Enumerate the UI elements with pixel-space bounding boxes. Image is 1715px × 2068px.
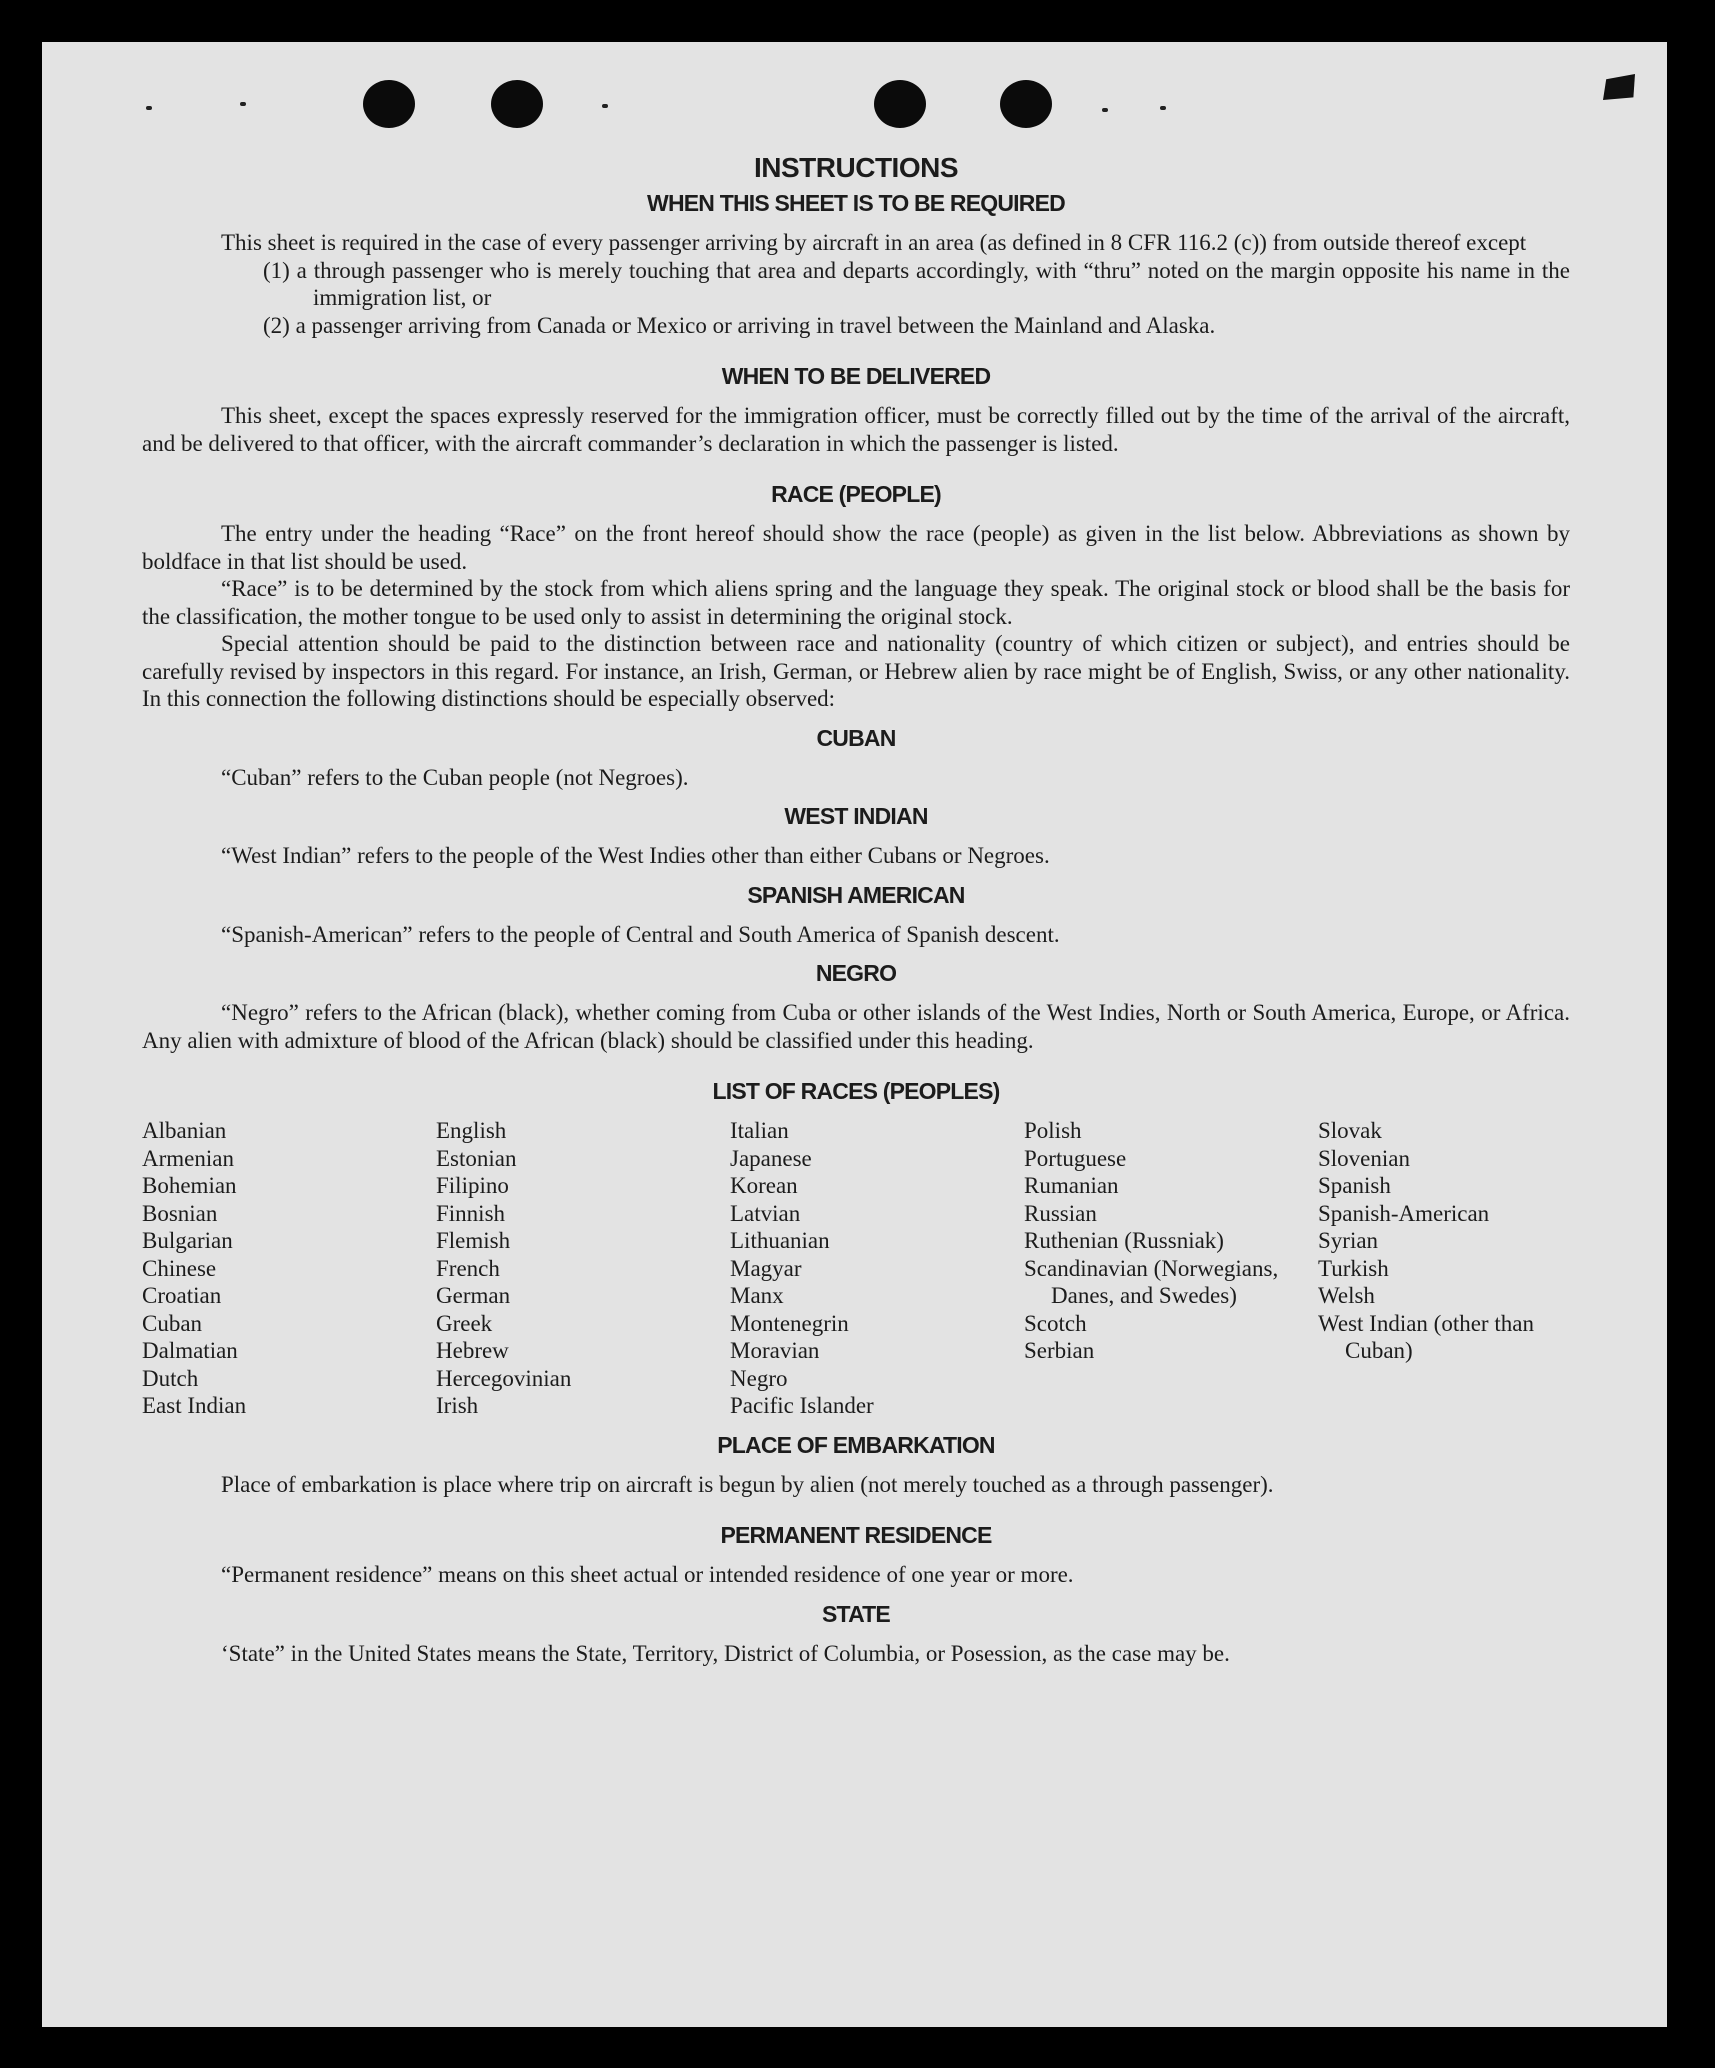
heading-permanent-residence: PERMANENT RESIDENCE xyxy=(720,1522,992,1548)
heading-race: RACE (PEOPLE) xyxy=(771,481,941,507)
race-item: Portuguese xyxy=(1024,1145,1127,1171)
negro-text: “Negro” refers to the African (black), whether coming from Cuba or other islands of the West Indies, North or South America, Europe, or Africa. Any alien with admixture of blood of the African (black) should be classified under this heading. xyxy=(142,1000,1570,1053)
document-page xyxy=(42,42,1667,2027)
races-column-1 xyxy=(142,1117,436,1420)
race-item: Latvian xyxy=(730,1200,801,1226)
race-item: Polish xyxy=(1024,1118,1082,1143)
race-item: Montenegrin xyxy=(730,1310,849,1336)
heading-delivered: WHEN TO BE DELIVERED xyxy=(721,363,991,389)
punch-hole xyxy=(491,80,543,128)
race-item: Flemish xyxy=(436,1228,511,1253)
race-item: Albanian xyxy=(142,1118,227,1143)
race-item: Russian xyxy=(1024,1200,1097,1226)
race-item: Welsh xyxy=(1318,1283,1375,1308)
race-item: East Indian xyxy=(142,1393,247,1418)
required-item-1: (1) a through passenger who is merely touching that area and departs accordingly, with “thru” noted on the margin opposite his name in the immigration list, or xyxy=(263,257,1570,310)
race-item: Irish xyxy=(436,1393,479,1418)
required-item-2: (2) a passenger arriving from Canada or Mexico or arriving in travel between the Mainland and Alaska. xyxy=(263,312,1216,338)
heading-embarkation: PLACE OF EMBARKATION xyxy=(717,1431,995,1458)
race-item: Lithuanian xyxy=(730,1228,830,1253)
races-column-2 xyxy=(436,1117,730,1420)
race-item: Italian xyxy=(730,1118,789,1143)
race-item: Bulgarian xyxy=(142,1228,233,1253)
speck xyxy=(1160,106,1166,110)
race-item: Pacific Islander xyxy=(730,1393,874,1418)
race-item: Syrian xyxy=(1318,1228,1379,1253)
punch-hole xyxy=(874,80,926,128)
race-item: German xyxy=(436,1283,511,1308)
race-item: Slovenian xyxy=(1318,1145,1410,1171)
heading-required: WHEN THIS SHEET IS TO BE REQUIRED xyxy=(647,190,1065,216)
race-item: Hercegovinian xyxy=(436,1365,572,1391)
race-item: West Indian (other than Cuban) xyxy=(1318,1310,1534,1363)
cuban-text: “Cuban” refers to the Cuban people (not Negroes). xyxy=(221,764,689,790)
race-item: Finnish xyxy=(436,1200,506,1226)
race-item: Scotch xyxy=(1024,1310,1087,1336)
race-item: Spanish-American xyxy=(1318,1200,1490,1226)
race-item: Hebrew xyxy=(436,1338,509,1363)
heading-west-indian: WEST INDIAN xyxy=(784,803,928,829)
heading-list-of-races: LIST OF RACES (PEOPLES) xyxy=(712,1078,1000,1104)
race-item: Manx xyxy=(730,1283,784,1308)
race-paragraph-1: The entry under the heading “Race” on the front hereof should show the race (people) as given in the list below. Abbreviations as shown by boldface in that list should be used. xyxy=(142,521,1570,574)
race-item: Magyar xyxy=(730,1255,802,1281)
race-item: Bosnian xyxy=(142,1200,218,1226)
races-list xyxy=(142,1117,1570,1420)
race-item: Bohemian xyxy=(142,1173,237,1198)
speck xyxy=(240,102,246,106)
torn-corner xyxy=(1603,74,1635,100)
speck xyxy=(602,104,608,108)
race-item: Slovak xyxy=(1318,1118,1382,1143)
race-paragraph-2: “Race” is to be determined by the stock from which aliens spring and the language they speak. The original stock or blood shall be the basis for the classification, the mother tongue to be used only to assist in determining the original stock. xyxy=(142,576,1570,629)
race-item: Ruthenian (Russniak) xyxy=(1024,1228,1224,1253)
delivered-text: This sheet, except the spaces expressly reserved for the immigration officer, must be correctly filled out by the time of the arrival of the aircraft, and be delivered to that officer, with the aircraft commander’s declaration in which the passenger is listed. xyxy=(142,403,1570,456)
state-text: ‘State” in the United States means the State, Territory, District of Columbia, or Posession, as the case may be. xyxy=(221,1640,1230,1666)
race-item: Dalmatian xyxy=(142,1338,238,1363)
race-item: Serbian xyxy=(1024,1338,1095,1363)
race-paragraph-3: Special attention should be paid to the distinction between race and nationality (country of which citizen or subject), and entries should be carefully revised by inspectors in this regard. For instance, an Irish, German, or Hebrew alien by race might be of English, Swiss, or any other nationality. In this connection the following distinctions should be especially observed: xyxy=(142,631,1570,711)
race-item: Korean xyxy=(730,1173,798,1198)
races-column-3 xyxy=(730,1117,1024,1420)
speck xyxy=(1102,108,1108,112)
race-item: Rumanian xyxy=(1024,1173,1119,1198)
page-title: INSTRUCTIONS xyxy=(754,152,958,183)
race-item: Greek xyxy=(436,1310,493,1336)
required-intro: This sheet is required in the case of every passenger arriving by aircraft in an area (as defined in 8 CFR 116.2 (c)) from outside thereof except xyxy=(221,230,1527,255)
race-item: Moravian xyxy=(730,1338,820,1363)
residence-text: “Permanent residence” means on this sheet actual or intended residence of one year or more. xyxy=(221,1562,1074,1587)
race-item: Estonian xyxy=(436,1145,517,1171)
race-item: Cuban xyxy=(142,1310,203,1336)
race-item: Armenian xyxy=(142,1145,234,1171)
race-item: Japanese xyxy=(730,1145,812,1171)
race-item: Scandinavian (Norwegians, Danes, and Swedes) xyxy=(1024,1255,1279,1308)
heading-negro: NEGRO xyxy=(815,960,897,986)
race-item: Filipino xyxy=(436,1173,509,1198)
instructions-content xyxy=(142,152,1570,1667)
race-item: Spanish xyxy=(1318,1173,1391,1198)
race-item: Negro xyxy=(730,1365,788,1391)
race-item: English xyxy=(436,1118,507,1143)
heading-state: STATE xyxy=(822,1600,890,1627)
race-item: Croatian xyxy=(142,1283,222,1308)
race-item: Turkish xyxy=(1318,1255,1389,1281)
race-item: French xyxy=(436,1255,500,1281)
heading-cuban: CUBAN xyxy=(816,724,896,751)
heading-spanish-american: SPANISH AMERICAN xyxy=(747,881,965,908)
race-item: Chinese xyxy=(142,1255,217,1281)
punch-hole xyxy=(363,80,415,128)
embarkation-text: Place of embarkation is place where trip on aircraft is begun by alien (not merely touched as a through passenger). xyxy=(221,1471,1274,1497)
speck xyxy=(146,106,152,110)
punch-hole xyxy=(1000,80,1052,128)
race-item: Dutch xyxy=(142,1365,199,1391)
spanish-american-text: “Spanish-American” refers to the people of Central and South America of Spanish descent. xyxy=(221,921,1060,947)
races-column-5 xyxy=(1318,1117,1568,1420)
races-column-4 xyxy=(1024,1117,1318,1420)
west-indian-text: “West Indian” refers to the people of the West Indies other than either Cubans or Negroes. xyxy=(221,843,1050,868)
